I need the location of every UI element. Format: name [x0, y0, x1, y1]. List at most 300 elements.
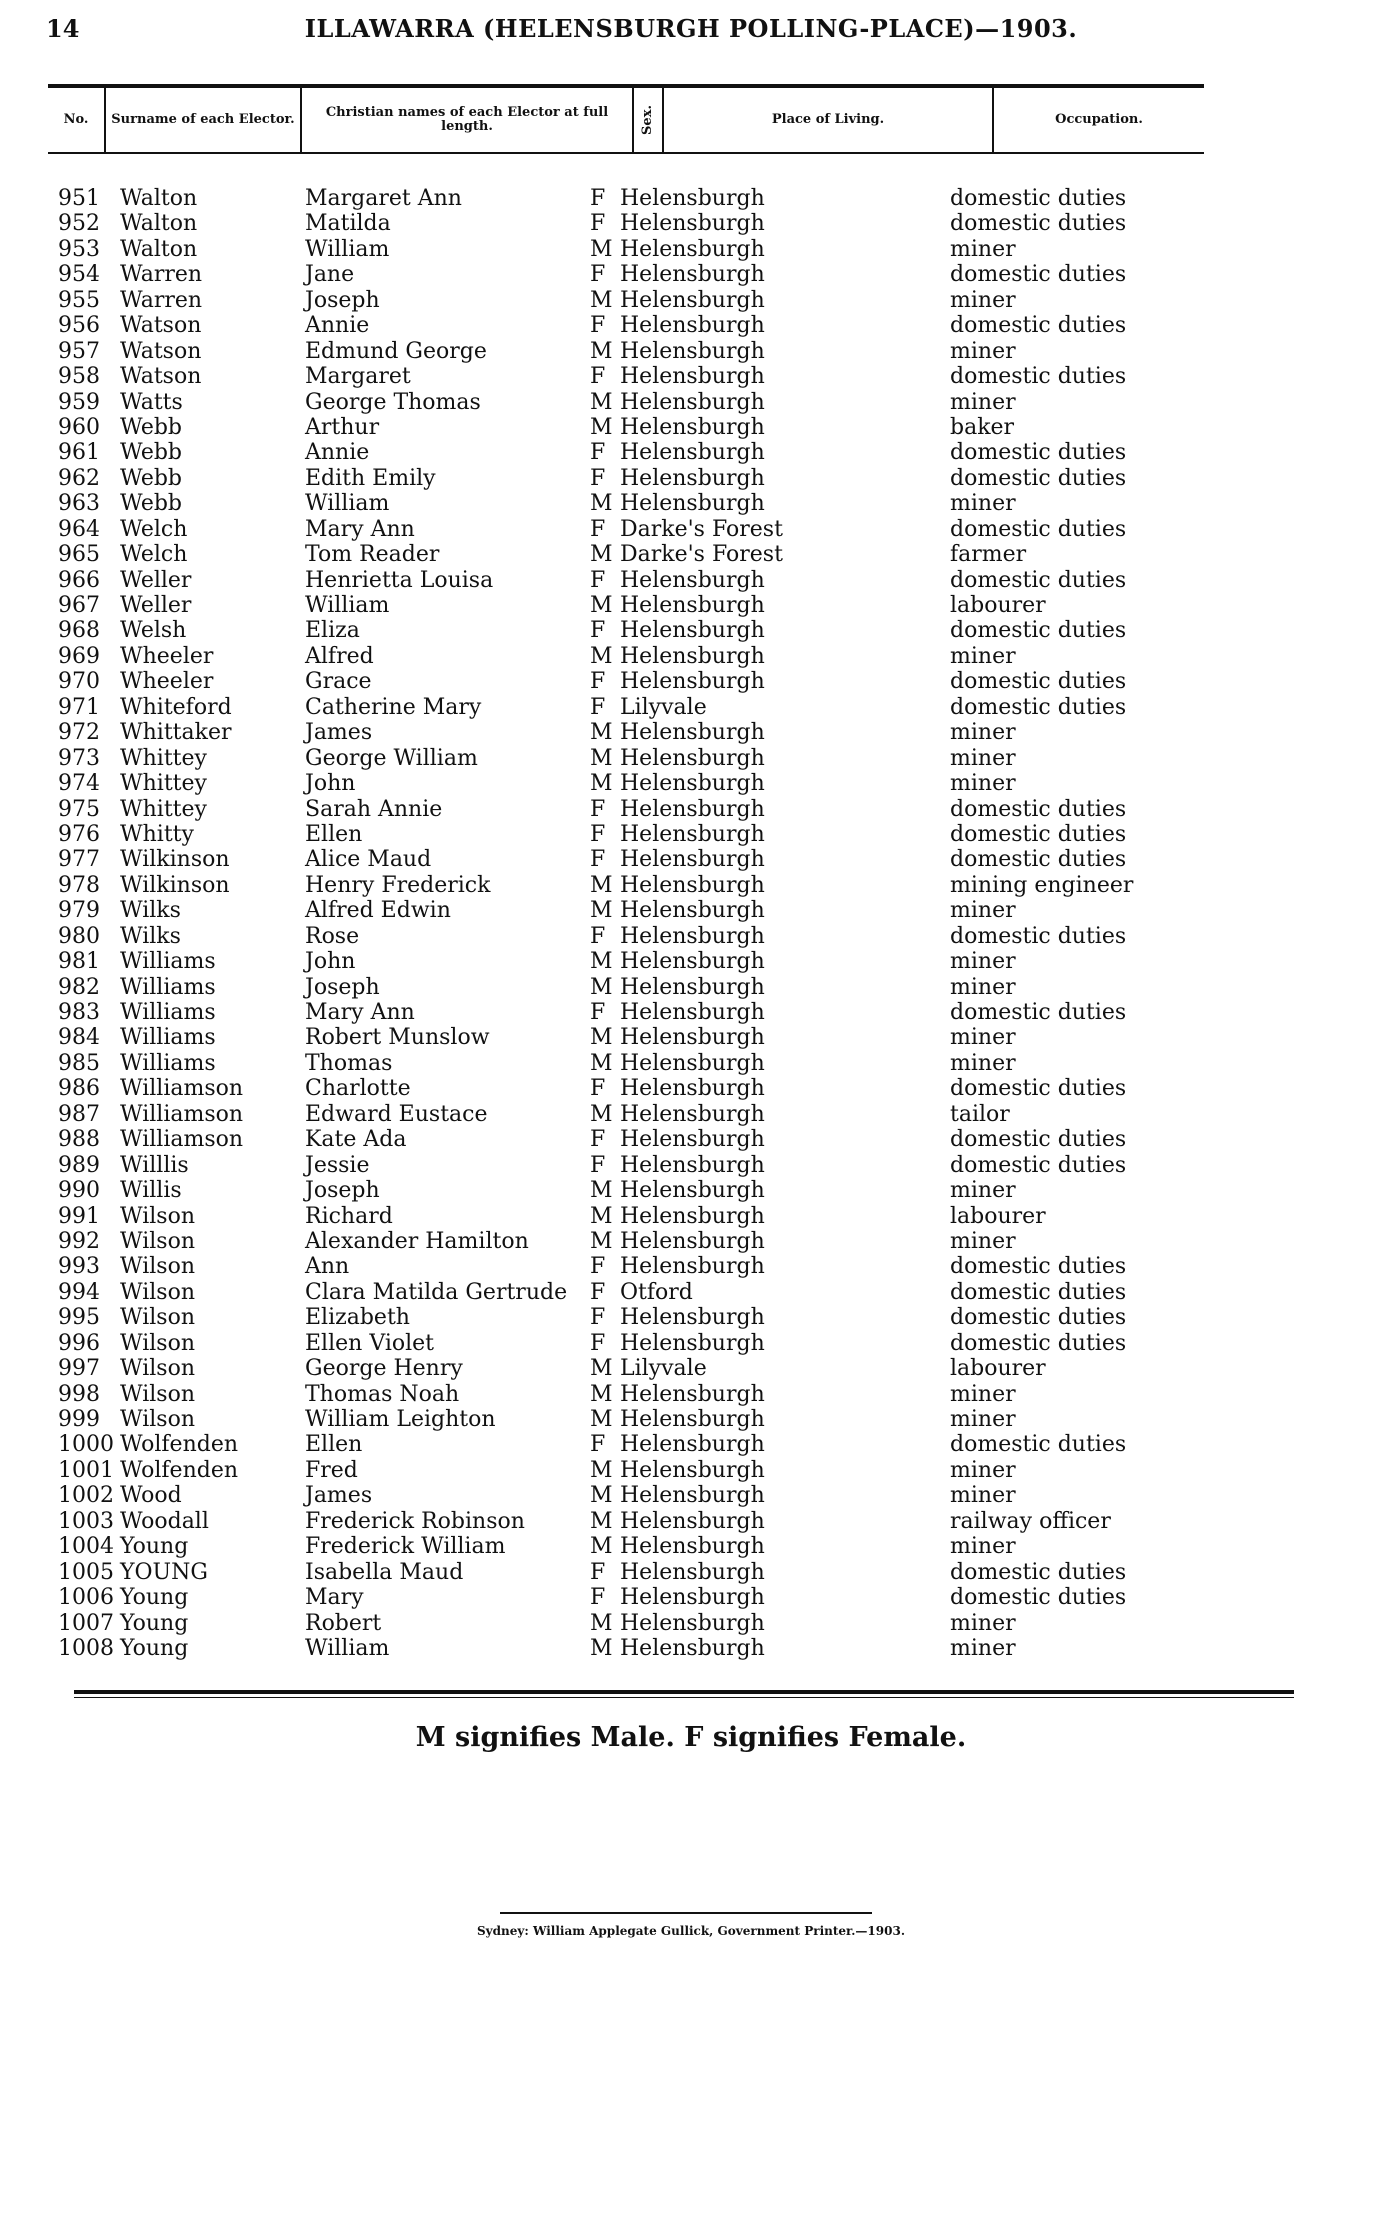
elector-christian-names: Elizabeth	[305, 1305, 410, 1331]
printer-rule	[500, 1912, 872, 1914]
elector-christian-names: Alfred	[305, 643, 374, 669]
elector-number: 1000	[58, 1432, 114, 1458]
elector-place: Helensburgh	[620, 211, 765, 237]
elector-place: Helensburgh	[620, 1635, 765, 1661]
elector-sex: F	[590, 821, 606, 847]
elector-sex: M	[590, 338, 613, 364]
elector-sex: F	[590, 186, 606, 211]
table-row	[0, 1305, 1382, 1330]
elector-sex: F	[590, 567, 606, 593]
table-row	[0, 924, 1382, 949]
elector-surname: Whittey	[120, 796, 207, 822]
table-row	[0, 746, 1382, 771]
elector-christian-names: Clara Matilda Gertrude	[305, 1279, 568, 1305]
table-row	[0, 1585, 1382, 1610]
elector-place: Helensburgh	[620, 1101, 765, 1127]
elector-number: 976	[58, 821, 100, 847]
elector-sex: M	[590, 949, 613, 975]
elector-place: Helensburgh	[620, 1610, 765, 1636]
elector-number: 953	[58, 236, 100, 262]
table-row	[0, 1534, 1382, 1559]
elector-number: 997	[58, 1356, 100, 1382]
elector-list	[0, 186, 1382, 1661]
elector-sex: M	[590, 593, 613, 618]
elector-occupation: miner	[950, 1534, 1016, 1560]
table-row	[0, 720, 1382, 745]
elector-number: 992	[58, 1228, 100, 1254]
table-row	[0, 898, 1382, 923]
elector-christian-names: Thomas Noah	[305, 1381, 460, 1407]
elector-sex: F	[590, 1127, 606, 1153]
elector-number: 959	[58, 389, 100, 415]
elector-christian-names: James	[305, 1483, 373, 1509]
elector-christian-names: John	[305, 949, 356, 975]
elector-christian-names: James	[305, 720, 373, 746]
elector-occupation: domestic duties	[950, 618, 1127, 644]
elector-number: 971	[58, 694, 100, 720]
elector-surname: Williamson	[120, 1076, 244, 1102]
elector-christian-names: William Leighton	[305, 1407, 496, 1432]
elector-place: Lilyvale	[620, 1356, 707, 1382]
table-row	[0, 1000, 1382, 1025]
table-row	[0, 1127, 1382, 1152]
elector-surname: Wood	[120, 1483, 182, 1509]
elector-surname: Walton	[120, 236, 198, 262]
elector-sex: M	[590, 974, 613, 1000]
elector-christian-names: Henry Frederick	[305, 872, 491, 898]
elector-occupation: domestic duties	[950, 440, 1127, 466]
table-row	[0, 1025, 1382, 1050]
elector-place: Helensburgh	[620, 1254, 765, 1280]
elector-christian-names: Catherine Mary	[305, 694, 482, 720]
elector-sex: M	[590, 389, 613, 415]
table-row	[0, 695, 1382, 720]
elector-place: Otford	[620, 1279, 693, 1305]
elector-surname: Williams	[120, 1025, 216, 1051]
elector-surname: Williams	[120, 1000, 216, 1025]
elector-number: 993	[58, 1254, 100, 1280]
elector-surname: Welch	[120, 542, 188, 568]
elector-surname: Warren	[120, 262, 203, 288]
elector-surname: Weller	[120, 593, 192, 618]
elector-place: Helensburgh	[620, 847, 765, 873]
elector-number: 984	[58, 1025, 100, 1051]
elector-sex: F	[590, 516, 606, 542]
elector-christian-names: Edmund George	[305, 338, 487, 364]
elector-place: Helensburgh	[620, 771, 765, 797]
elector-place: Helensburgh	[620, 186, 765, 211]
table-row	[0, 1280, 1382, 1305]
elector-sex: M	[590, 542, 613, 568]
elector-christian-names: Alfred Edwin	[305, 898, 451, 924]
table-row	[0, 288, 1382, 313]
elector-place: Helensburgh	[620, 1203, 765, 1229]
elector-christian-names: William	[305, 1635, 390, 1661]
table-row	[0, 491, 1382, 516]
column-header-no: No.	[48, 88, 106, 152]
end-of-list-rule	[74, 1690, 1294, 1698]
elector-occupation: domestic duties	[950, 796, 1127, 822]
elector-sex: M	[590, 720, 613, 746]
elector-place: Helensburgh	[620, 1559, 765, 1585]
elector-surname: Young	[120, 1585, 189, 1611]
elector-surname: Willis	[120, 1178, 182, 1204]
elector-place: Darke's Forest	[620, 516, 783, 542]
column-header-surname: Surname of each Elector.	[106, 88, 302, 152]
elector-place: Helensburgh	[620, 923, 765, 949]
elector-occupation: farmer	[950, 542, 1027, 568]
elector-occupation: domestic duties	[950, 567, 1127, 593]
elector-surname: Young	[120, 1534, 189, 1560]
elector-occupation: baker	[950, 414, 1015, 440]
elector-sex: M	[590, 745, 613, 771]
table-row	[0, 237, 1382, 262]
elector-occupation: domestic duties	[950, 1076, 1127, 1102]
elector-sex: M	[590, 1534, 613, 1560]
elector-christian-names: Ellen Violet	[305, 1330, 434, 1356]
elector-place: Helensburgh	[620, 465, 765, 491]
elector-christian-names: Ann	[305, 1254, 350, 1280]
elector-surname: Whitty	[120, 821, 194, 847]
elector-sex: F	[590, 1076, 606, 1102]
elector-occupation: domestic duties	[950, 923, 1127, 949]
elector-occupation: miner	[950, 1381, 1016, 1407]
table-row	[0, 1611, 1382, 1636]
elector-number: 955	[58, 287, 100, 313]
elector-occupation: domestic duties	[950, 186, 1127, 211]
table-row	[0, 517, 1382, 542]
elector-surname: Webb	[120, 414, 183, 440]
elector-sex: F	[590, 1152, 606, 1178]
elector-surname: Watson	[120, 338, 202, 364]
elector-christian-names: Jane	[305, 262, 355, 288]
table-row	[0, 1509, 1382, 1534]
elector-number: 968	[58, 618, 100, 644]
elector-place: Helensburgh	[620, 262, 765, 288]
elector-place: Helensburgh	[620, 949, 765, 975]
elector-sex: M	[590, 1025, 613, 1051]
elector-sex: F	[590, 211, 606, 237]
elector-surname: Weller	[120, 567, 192, 593]
elector-sex: F	[590, 1559, 606, 1585]
elector-number: 954	[58, 262, 100, 288]
elector-number: 958	[58, 364, 100, 390]
elector-number: 991	[58, 1203, 100, 1229]
elector-sex: M	[590, 1483, 613, 1509]
elector-sex: M	[590, 1610, 613, 1636]
elector-number: 988	[58, 1127, 100, 1153]
elector-sex: F	[590, 262, 606, 288]
elector-surname: Wheeler	[120, 643, 214, 669]
elector-sex: F	[590, 796, 606, 822]
elector-christian-names: Ellen	[305, 821, 363, 847]
elector-christian-names: Tom Reader	[305, 542, 440, 568]
elector-occupation: domestic duties	[950, 821, 1127, 847]
table-row	[0, 339, 1382, 364]
table-row	[0, 847, 1382, 872]
elector-sex: M	[590, 1101, 613, 1127]
table-row	[0, 1178, 1382, 1203]
elector-surname: Wilson	[120, 1356, 196, 1382]
elector-number: 995	[58, 1305, 100, 1331]
elector-number: 962	[58, 465, 100, 491]
elector-place: Helensburgh	[620, 821, 765, 847]
elector-number: 967	[58, 593, 100, 618]
elector-surname: Wilkinson	[120, 847, 230, 873]
elector-number: 964	[58, 516, 100, 542]
table-row	[0, 873, 1382, 898]
elector-surname: Watson	[120, 313, 202, 339]
elector-christian-names: Henrietta Louisa	[305, 567, 494, 593]
table-row	[0, 1483, 1382, 1508]
elector-occupation: miner	[950, 974, 1016, 1000]
elector-occupation: miner	[950, 1610, 1016, 1636]
elector-number: 966	[58, 567, 100, 593]
elector-occupation: miner	[950, 1635, 1016, 1661]
elector-sex: M	[590, 1050, 613, 1076]
elector-number: 989	[58, 1152, 100, 1178]
elector-sex: F	[590, 1254, 606, 1280]
table-row	[0, 771, 1382, 796]
elector-surname: Welch	[120, 516, 188, 542]
elector-surname: Wilson	[120, 1203, 196, 1229]
elector-surname: Wilson	[120, 1228, 196, 1254]
elector-surname: Wolfenden	[120, 1432, 239, 1458]
table-row	[0, 975, 1382, 1000]
elector-sex: M	[590, 898, 613, 924]
elector-surname: Woodall	[120, 1508, 209, 1534]
elector-sex: F	[590, 618, 606, 644]
elector-sex: M	[590, 414, 613, 440]
elector-occupation: domestic duties	[950, 211, 1127, 237]
elector-place: Helensburgh	[620, 313, 765, 339]
elector-surname: Walton	[120, 211, 198, 237]
elector-surname: Willlis	[120, 1152, 189, 1178]
elector-place: Helensburgh	[620, 872, 765, 898]
elector-sex: F	[590, 847, 606, 873]
elector-number: 961	[58, 440, 100, 466]
elector-sex: M	[590, 872, 613, 898]
elector-occupation: miner	[950, 643, 1016, 669]
elector-place: Helensburgh	[620, 440, 765, 466]
elector-number: 972	[58, 720, 100, 746]
elector-sex: M	[590, 1228, 613, 1254]
elector-christian-names: Thomas	[305, 1050, 393, 1076]
elector-christian-names: George William	[305, 745, 478, 771]
elector-number: 985	[58, 1050, 100, 1076]
elector-sex: M	[590, 1356, 613, 1382]
elector-surname: YOUNG	[120, 1559, 208, 1585]
elector-occupation: domestic duties	[950, 1585, 1127, 1611]
elector-surname: Welsh	[120, 618, 187, 644]
table-row	[0, 644, 1382, 669]
elector-occupation: labourer	[950, 1356, 1046, 1382]
elector-christian-names: Alice Maud	[305, 847, 432, 873]
table-row	[0, 949, 1382, 974]
elector-number: 970	[58, 669, 100, 695]
table-row	[0, 1382, 1382, 1407]
elector-surname: Wheeler	[120, 669, 214, 695]
elector-christian-names: William	[305, 491, 390, 517]
elector-surname: Wilson	[120, 1330, 196, 1356]
elector-number: 987	[58, 1101, 100, 1127]
elector-sex: M	[590, 236, 613, 262]
elector-christian-names: Charlotte	[305, 1076, 411, 1102]
elector-place: Helensburgh	[620, 618, 765, 644]
table-row	[0, 1432, 1382, 1457]
elector-christian-names: George Henry	[305, 1356, 463, 1382]
table-row	[0, 1204, 1382, 1229]
elector-place: Helensburgh	[620, 1508, 765, 1534]
elector-christian-names: Eliza	[305, 618, 360, 644]
elector-surname: Young	[120, 1610, 189, 1636]
elector-number: 1004	[58, 1534, 114, 1560]
table-row	[0, 797, 1382, 822]
elector-place: Helensburgh	[620, 1585, 765, 1611]
column-header-occupation: Occupation.	[1055, 112, 1143, 127]
elector-christian-names: Alexander Hamilton	[305, 1228, 529, 1254]
elector-sex: M	[590, 1178, 613, 1204]
elector-number: 952	[58, 211, 100, 237]
elector-number: 977	[58, 847, 100, 873]
elector-christian-names: Frederick William	[305, 1534, 506, 1560]
elector-number: 957	[58, 338, 100, 364]
elector-place: Helensburgh	[620, 1381, 765, 1407]
elector-occupation: miner	[950, 1483, 1016, 1509]
elector-sex: M	[590, 1407, 613, 1432]
elector-number: 956	[58, 313, 100, 339]
table-row	[0, 822, 1382, 847]
elector-place: Helensburgh	[620, 1483, 765, 1509]
table-row	[0, 568, 1382, 593]
table-row	[0, 262, 1382, 287]
elector-occupation: domestic duties	[950, 364, 1127, 390]
elector-christian-names: Robert	[305, 1610, 382, 1636]
elector-place: Helensburgh	[620, 1305, 765, 1331]
elector-sex: F	[590, 923, 606, 949]
elector-occupation: miner	[950, 1457, 1016, 1483]
elector-number: 981	[58, 949, 100, 975]
elector-place: Helensburgh	[620, 1330, 765, 1356]
elector-occupation: domestic duties	[950, 1432, 1127, 1458]
elector-place: Helensburgh	[620, 364, 765, 390]
elector-surname: Wilson	[120, 1381, 196, 1407]
elector-surname: Webb	[120, 465, 183, 491]
elector-occupation: railway officer	[950, 1508, 1111, 1534]
elector-occupation: miner	[950, 720, 1016, 746]
table-row	[0, 390, 1382, 415]
elector-occupation: miner	[950, 1407, 1016, 1432]
elector-surname: Whittey	[120, 745, 207, 771]
elector-sex: F	[590, 1279, 606, 1305]
sex-legend: M signifies Male. F signifies Female.	[415, 1722, 967, 1753]
elector-surname: Williamson	[120, 1101, 244, 1127]
elector-place: Helensburgh	[620, 593, 765, 618]
elector-christian-names: Edward Eustace	[305, 1101, 488, 1127]
elector-occupation: miner	[950, 745, 1016, 771]
elector-occupation: domestic duties	[950, 669, 1127, 695]
elector-number: 996	[58, 1330, 100, 1356]
elector-occupation: miner	[950, 1050, 1016, 1076]
elector-number: 1002	[58, 1483, 114, 1509]
elector-occupation: tailor	[950, 1101, 1010, 1127]
elector-christian-names: Mary Ann	[305, 516, 415, 542]
elector-christian-names: Richard	[305, 1203, 393, 1229]
elector-christian-names: Grace	[305, 669, 372, 695]
elector-surname: Wolfenden	[120, 1457, 239, 1483]
elector-occupation: domestic duties	[950, 694, 1127, 720]
elector-occupation: domestic duties	[950, 313, 1127, 339]
elector-place: Helensburgh	[620, 1228, 765, 1254]
elector-christian-names: Jessie	[305, 1152, 370, 1178]
elector-occupation: domestic duties	[950, 465, 1127, 491]
elector-occupation: miner	[950, 1178, 1016, 1204]
elector-christian-names: Isabella Maud	[305, 1559, 464, 1585]
elector-occupation: miner	[950, 771, 1016, 797]
elector-surname: Wilson	[120, 1279, 196, 1305]
elector-place: Lilyvale	[620, 694, 707, 720]
elector-christian-names: Joseph	[305, 1178, 380, 1204]
elector-surname: Williams	[120, 974, 216, 1000]
elector-surname: Watts	[120, 389, 183, 415]
elector-sex: F	[590, 313, 606, 339]
elector-occupation: labourer	[950, 1203, 1046, 1229]
elector-christian-names: Matilda	[305, 211, 391, 237]
elector-occupation: miner	[950, 236, 1016, 262]
elector-sex: F	[590, 1585, 606, 1611]
table-row	[0, 1254, 1382, 1279]
elector-christian-names: Annie	[305, 313, 370, 339]
elector-sex: M	[590, 491, 613, 517]
elector-sex: M	[590, 771, 613, 797]
elector-sex: F	[590, 1305, 606, 1331]
elector-occupation: miner	[950, 1228, 1016, 1254]
elector-surname: Wilks	[120, 923, 181, 949]
table-row	[0, 364, 1382, 389]
elector-place: Helensburgh	[620, 567, 765, 593]
elector-sex: F	[590, 1432, 606, 1458]
elector-sex: M	[590, 287, 613, 313]
elector-place: Helensburgh	[620, 1432, 765, 1458]
elector-surname: Whiteford	[120, 694, 232, 720]
elector-place: Helensburgh	[620, 1152, 765, 1178]
elector-christian-names: Fred	[305, 1457, 358, 1483]
table-row	[0, 1458, 1382, 1483]
elector-christian-names: Mary Ann	[305, 1000, 415, 1025]
table-row	[0, 669, 1382, 694]
column-header-sex	[634, 88, 664, 152]
elector-sex: M	[590, 1508, 613, 1534]
elector-occupation: miner	[950, 949, 1016, 975]
elector-surname: Webb	[120, 440, 183, 466]
elector-occupation: miner	[950, 491, 1016, 517]
elector-occupation: domestic duties	[950, 1330, 1127, 1356]
elector-place: Helensburgh	[620, 898, 765, 924]
elector-surname: Williams	[120, 1050, 216, 1076]
elector-place: Darke's Forest	[620, 542, 783, 568]
elector-surname: Williams	[120, 949, 216, 975]
elector-number: 963	[58, 491, 100, 517]
elector-place: Helensburgh	[620, 338, 765, 364]
elector-number: 965	[58, 542, 100, 568]
elector-christian-names: Frederick Robinson	[305, 1508, 525, 1534]
elector-number: 951	[58, 186, 100, 211]
elector-occupation: miner	[950, 898, 1016, 924]
elector-christian-names: Edith Emily	[305, 465, 436, 491]
elector-number: 998	[58, 1381, 100, 1407]
elector-place: Helensburgh	[620, 720, 765, 746]
elector-number: 986	[58, 1076, 100, 1102]
